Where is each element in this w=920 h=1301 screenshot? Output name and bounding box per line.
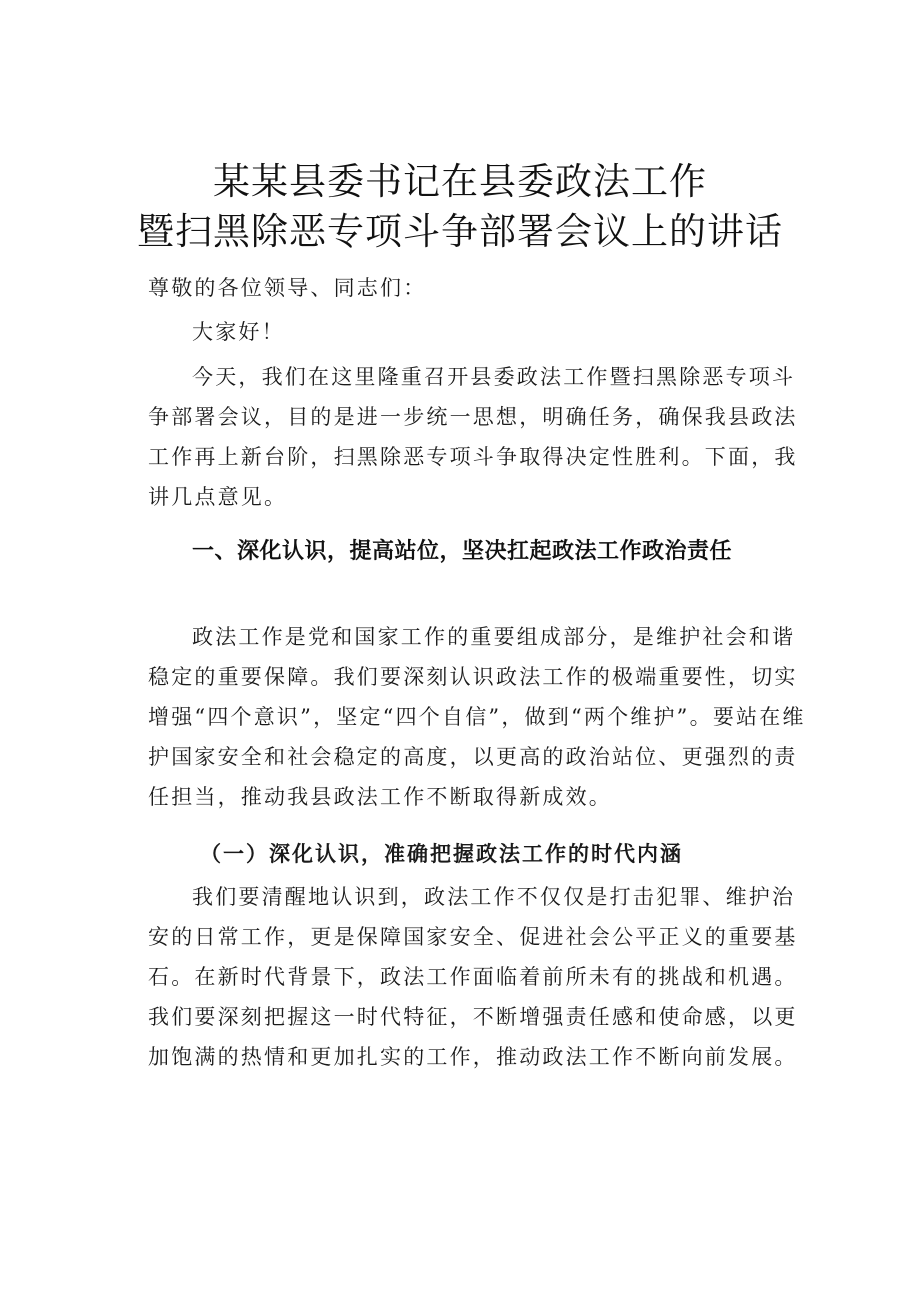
salutation: 尊敬的各位领导、同志们： <box>148 276 427 300</box>
document-title-line1: 某某县委书记在县委政法工作 <box>213 160 707 203</box>
section1-paragraph: 政法工作是党和国家工作的重要组成部分，是维护社会和谐稳定的重要保障。我们要深刻认识政法工作的极端重要性，切实增强“四个意识”，坚定“四个自信”，做到“两个维护”。要站在维护国家安全和社会稳定的高度，以更高的政治站位、更强烈的责任担当，推动我县政法工作不断取得新成效。 <box>148 625 806 809</box>
greeting: 大家好！ <box>192 320 285 344</box>
subsection1-paragraph: 我们要清醒地认识到，政法工作不仅仅是打击犯罪、维护治安的日常工作，更是保障国家安全、促进社会公平正义的重要基石。在新时代背景下，政法工作面临着前所未有的挑战和机遇。我们要深刻把握这一时代特征，不断增强责任感和使命感，以更加饱满的热情和更加扎实的工作，推动政法工作不断向前发展。 <box>148 885 798 1069</box>
document-title-line2: 暨扫黑除恶专项斗争部署会议上的讲话 <box>137 210 783 253</box>
subsection1-heading: （一）深化认识，准确把握政法工作的时代内涵 <box>200 841 683 866</box>
intro-paragraph: 今天，我们在这里隆重召开县委政法工作暨扫黑除恶专项斗争部署会议，目的是进一步统一思想，明确任务，确保我县政法工作再上新台阶，扫黑除恶专项斗争取得决定性胜利。下面，我讲几点意见。 <box>148 365 798 509</box>
section1-heading: 一、深化认识，提高站位，坚决扛起政法工作政治责任 <box>192 539 733 564</box>
